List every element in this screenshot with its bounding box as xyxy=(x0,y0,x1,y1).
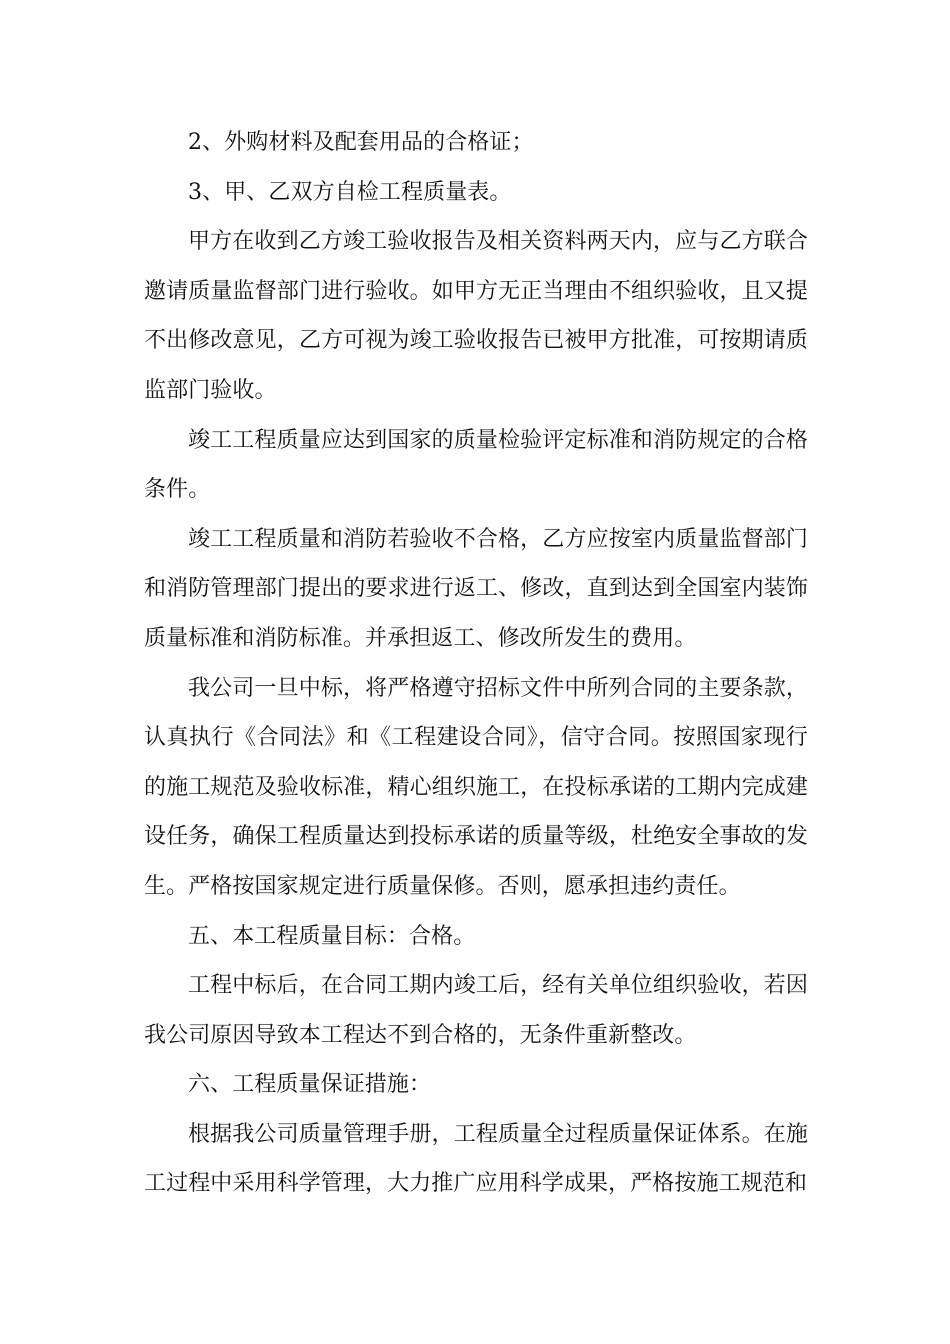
paragraph-rework-requirement: 竣工工程质量和消防若验收不合格，乙方应按室内质量监督部门和消防管理部门提出的要求进行返工、修改，直到达到全国室内装饰质量标准和消防标准。并承担返工、修改所发生的费用。 xyxy=(144,526,808,651)
paragraph-item-2-certificates: 2、外购材料及配套用品的合格证； xyxy=(188,130,534,155)
heading-quality-target: 五、本工程质量目标：合格。 xyxy=(188,923,476,949)
paragraph-rectification: 工程中标后，在合同工期内竣工后，经有关单位组织验收，若因我公司原因导致本工程达不到合格的，无条件重新整改。 xyxy=(144,973,808,1048)
paragraph-acceptance-procedure: 甲方在收到乙方竣工验收报告及相关资料两天内，应与乙方联合邀请质量监督部门进行验收。如甲方无正当理由不组织验收，且又提不出修改意见，乙方可视为竣工验收报告已被甲方批准，可按期请质监部门验收。 xyxy=(144,229,808,403)
paragraph-quality-management: 根据我公司质量管理手册，工程质量全过程质量保证体系。在施工过程中采用科学管理，大力推广应用科学成果，严格按施工规范和 xyxy=(144,1121,808,1197)
heading-quality-assurance-measures: 六、工程质量保证措施： xyxy=(188,1072,432,1098)
paragraph-company-commitment: 我公司一旦中标，将严格遵守招标文件中所列合同的主要条款，认真执行《合同法》和《工程建设合同》，信守合同。按照国家现行的施工规范及验收标准，精心组织施工，在投标承诺的工期内完成建设任务，确保工程质量达到投标承诺的质量等级，杜绝安全事故的发生。严格按国家规定进行质量保修。否则，愿承担违约责任。 xyxy=(144,675,808,899)
paragraph-quality-standard: 竣工工程质量应达到国家的质量检验评定标准和消防规定的合格条件。 xyxy=(144,427,808,503)
document-body xyxy=(144,118,808,1209)
paragraph-item-3-quality-table: 3、甲、乙双方自检工程质量表。 xyxy=(188,179,512,205)
